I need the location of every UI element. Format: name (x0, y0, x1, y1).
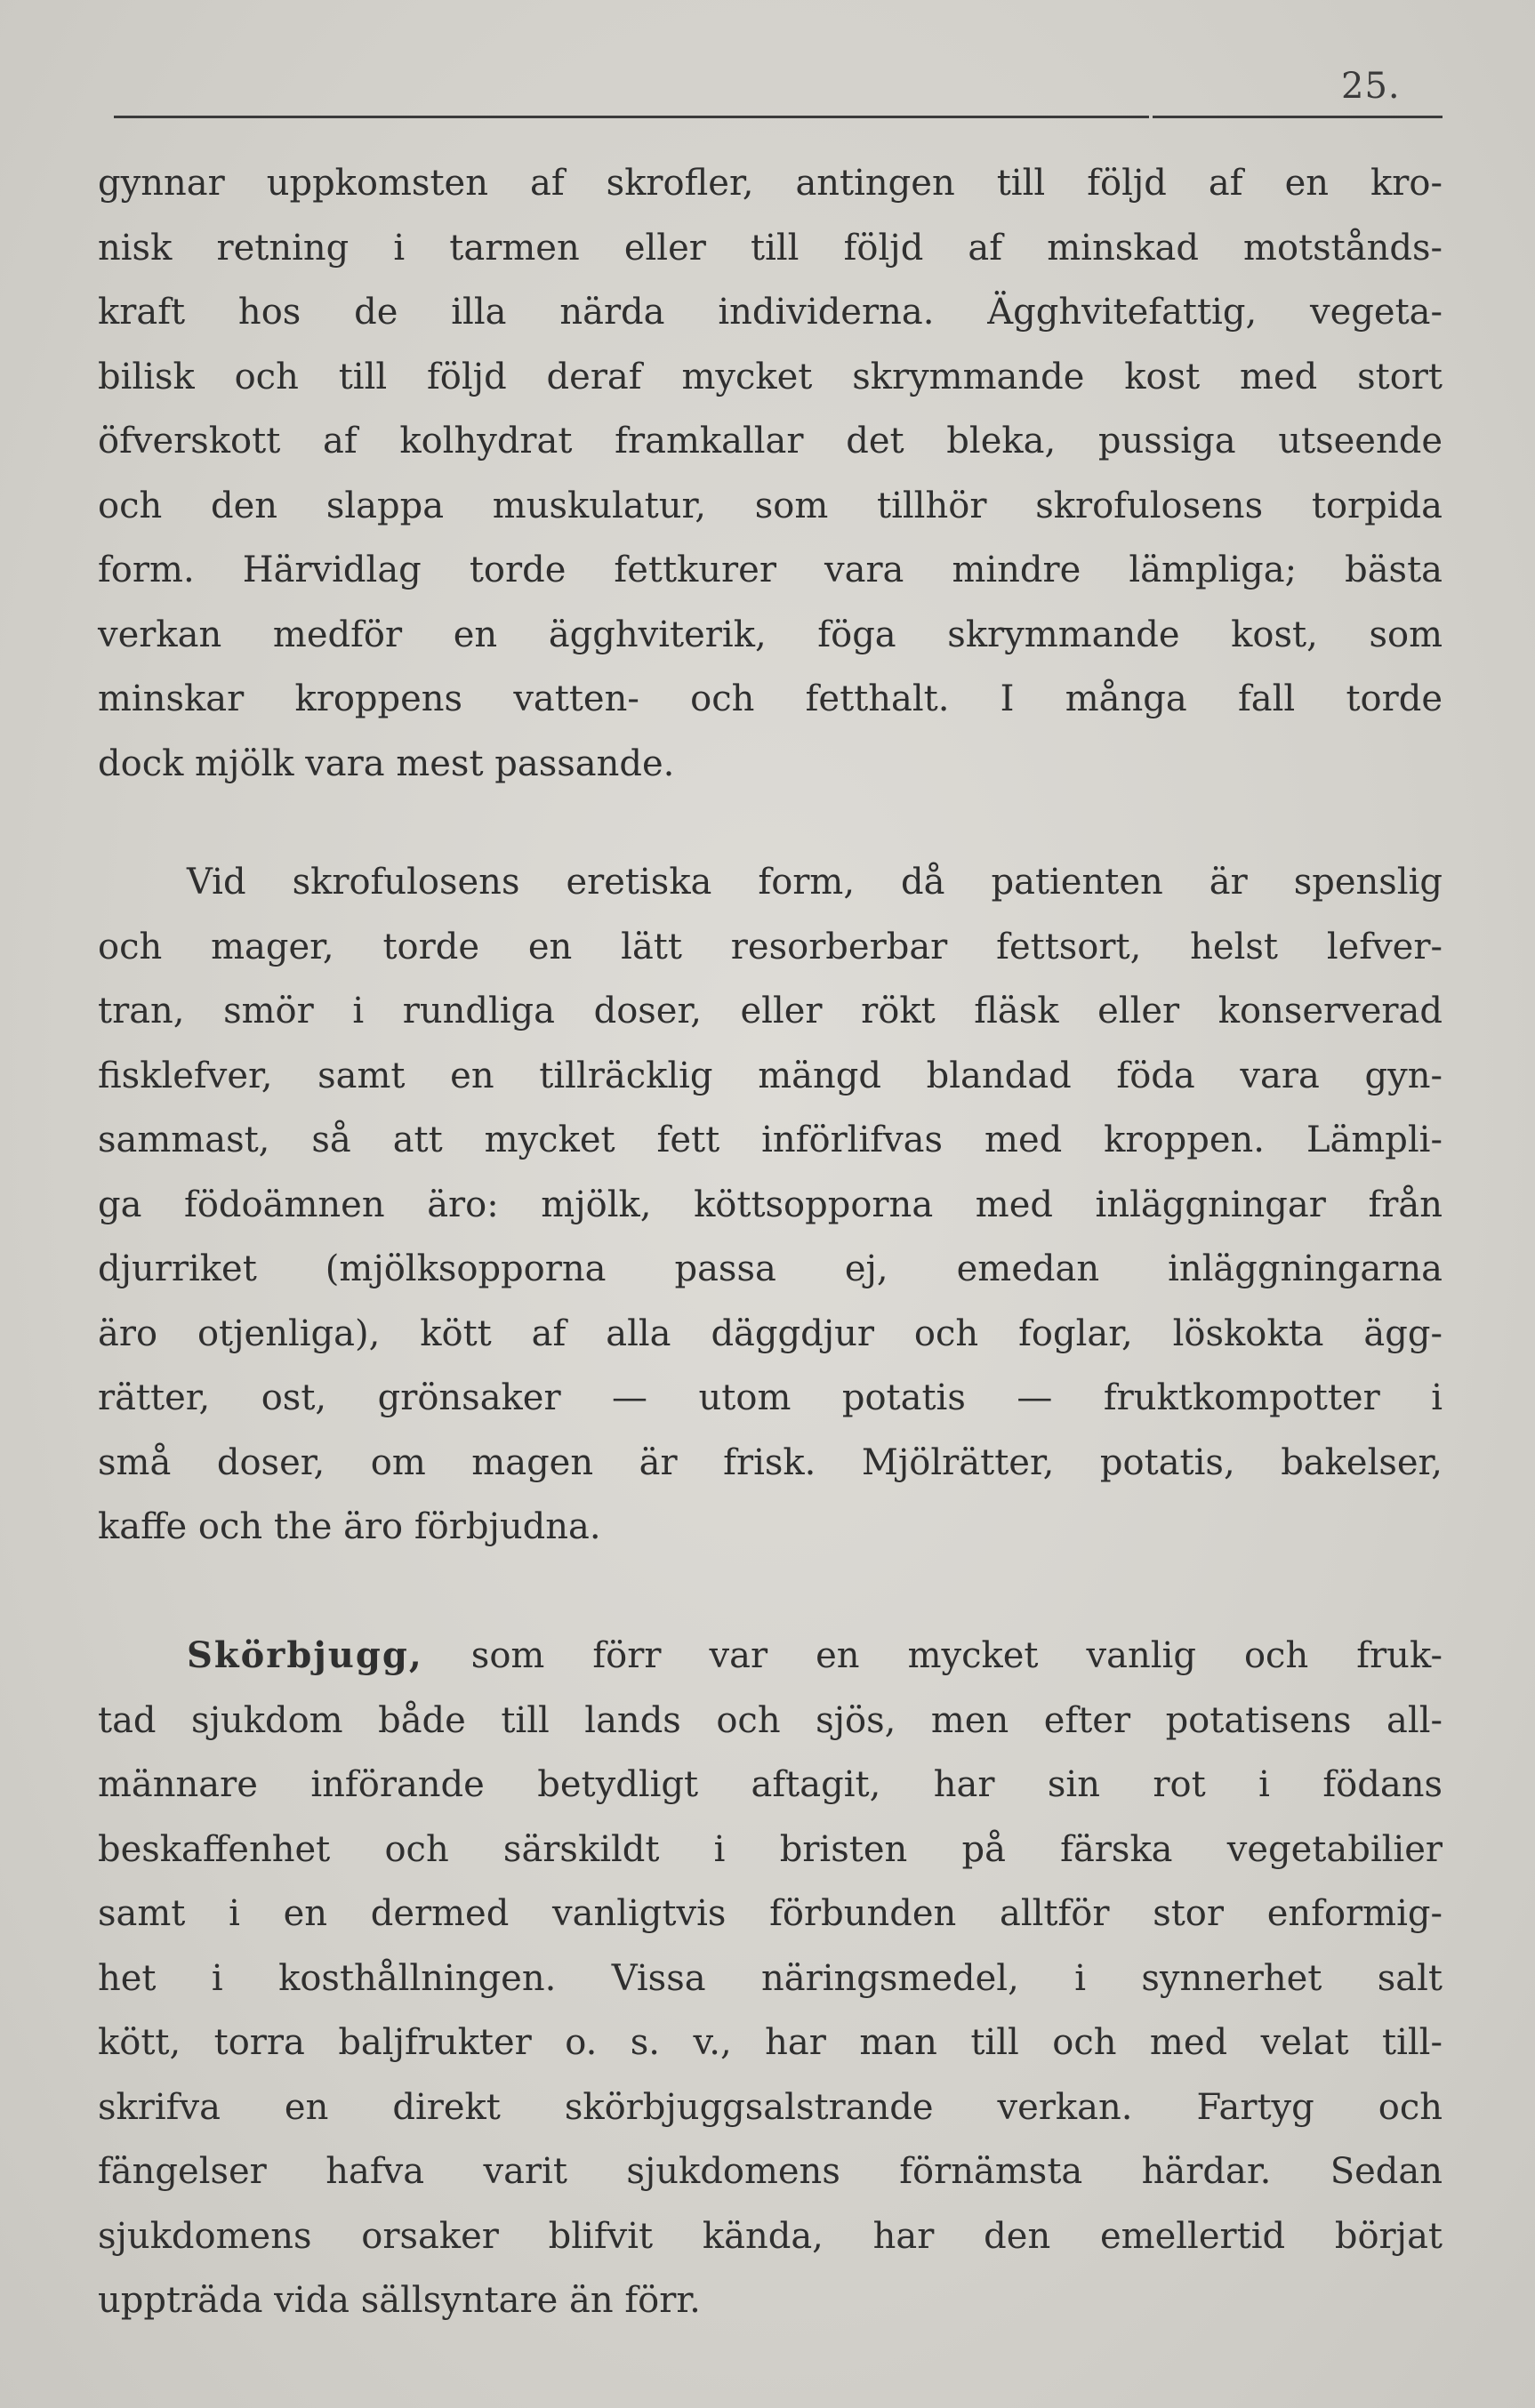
text-line: kaffe och the äro förbjudna. (98, 1506, 601, 1547)
text-line: nisk retning i tarmen eller till följd af minskad motstånds- (98, 227, 1443, 269)
text-line: männare införande betydligt aftagit, har sin rot i födans (98, 1764, 1443, 1805)
text-line: och mager, torde en lätt resorberbar fettsort, helst lefver- (98, 926, 1443, 967)
paragraph-scrofula-erethic (98, 850, 1443, 1560)
text-line: verkan medför en ägghviterik, föga skrymmande kost, som (98, 614, 1443, 655)
text-line: fängelser hafva varit sjukdomens förnämsta härdar. Sedan (98, 2151, 1443, 2192)
text-line: djurriket (mjölksopporna passa ej, emedan inläggningarna (98, 1248, 1443, 1289)
text-line: äro otjenliga), kött af alla däggdjur och foglar, löskokta ägg- (98, 1312, 1443, 1354)
page-number: 25. (1341, 66, 1401, 107)
text-line: fisklefver, samt en tillräcklig mängd blandad föda vara gyn- (98, 1055, 1443, 1096)
header-rule (114, 116, 1149, 118)
text-line: Vid skrofulosens eretiska form, då patienten är spenslig (187, 862, 1443, 903)
text-line: het i kosthållningen. Vissa näringsmedel, i synnerhet salt (98, 1957, 1443, 1999)
text-line: kraft hos de illa närda individerna. Ägghvitefattig, vegeta- (98, 292, 1443, 333)
text-line: form. Härvidlag torde fettkurer vara mindre lämpliga; bästa (98, 550, 1443, 590)
paragraph-scrofula-torpid (98, 151, 1443, 796)
text-line: öfverskott af kolhydrat framkallar det bleka, pussiga utseende (98, 421, 1443, 462)
text-line: tad sjukdom både till lands och sjös, men efter potatisens all- (98, 1699, 1443, 1741)
paragraph-scurvy (98, 1624, 1443, 2333)
text-line: dock mjölk vara mest passande. (98, 742, 675, 784)
text-line: beskaffenhet och särskildt i bristen på färska vegetabilier (98, 1828, 1443, 1870)
text-line: tran, smör i rundliga doser, eller rökt fläsk eller konserverad (98, 991, 1443, 1031)
text-line: rätter, ost, grönsaker — utom potatis — fruktkompotter i (98, 1377, 1443, 1418)
section-term: Skörbjugg, (187, 1634, 423, 1676)
text-line: skrifva en direkt skörbjuggsalstrande verkan. Fartyg och (98, 2086, 1443, 2128)
header-rule-right (1153, 116, 1443, 118)
text-line: gynnar uppkomsten af skrofler, antingen till följd af en kro- (98, 163, 1443, 204)
text-line: samt i en dermed vanligtvis förbunden alltför stor enformig- (98, 1893, 1443, 1934)
text-line: ga födoämnen äro: mjölk, köttsopporna med inläggningar från (98, 1184, 1443, 1225)
text-line: kött, torra baljfrukter o. s. v., har man till och med velat till- (98, 2022, 1443, 2063)
text-line: sammast, så att mycket fett införlifvas med kroppen. Lämpli- (98, 1120, 1443, 1160)
text-line: och den slappa muskulatur, som tillhör skrofulosens torpida (98, 485, 1443, 526)
text-line: små doser, om magen är frisk. Mjölrätter, potatis, bakelser, (98, 1441, 1443, 1483)
text-line: uppträda vida sällsyntare än förr. (98, 2280, 701, 2321)
text-line (98, 1624, 1443, 1689)
text-line: bilisk och till följd deraf mycket skrymmande kost med stort (98, 356, 1443, 397)
text-line-rest: som förr var en mycket vanlig och fruk- (422, 1635, 1443, 1676)
text-line: sjukdomens orsaker blifvit kända, har den emellertid börjat (98, 2215, 1443, 2257)
text-line: minskar kroppens vatten- och fetthalt. I många fall torde (98, 678, 1443, 719)
